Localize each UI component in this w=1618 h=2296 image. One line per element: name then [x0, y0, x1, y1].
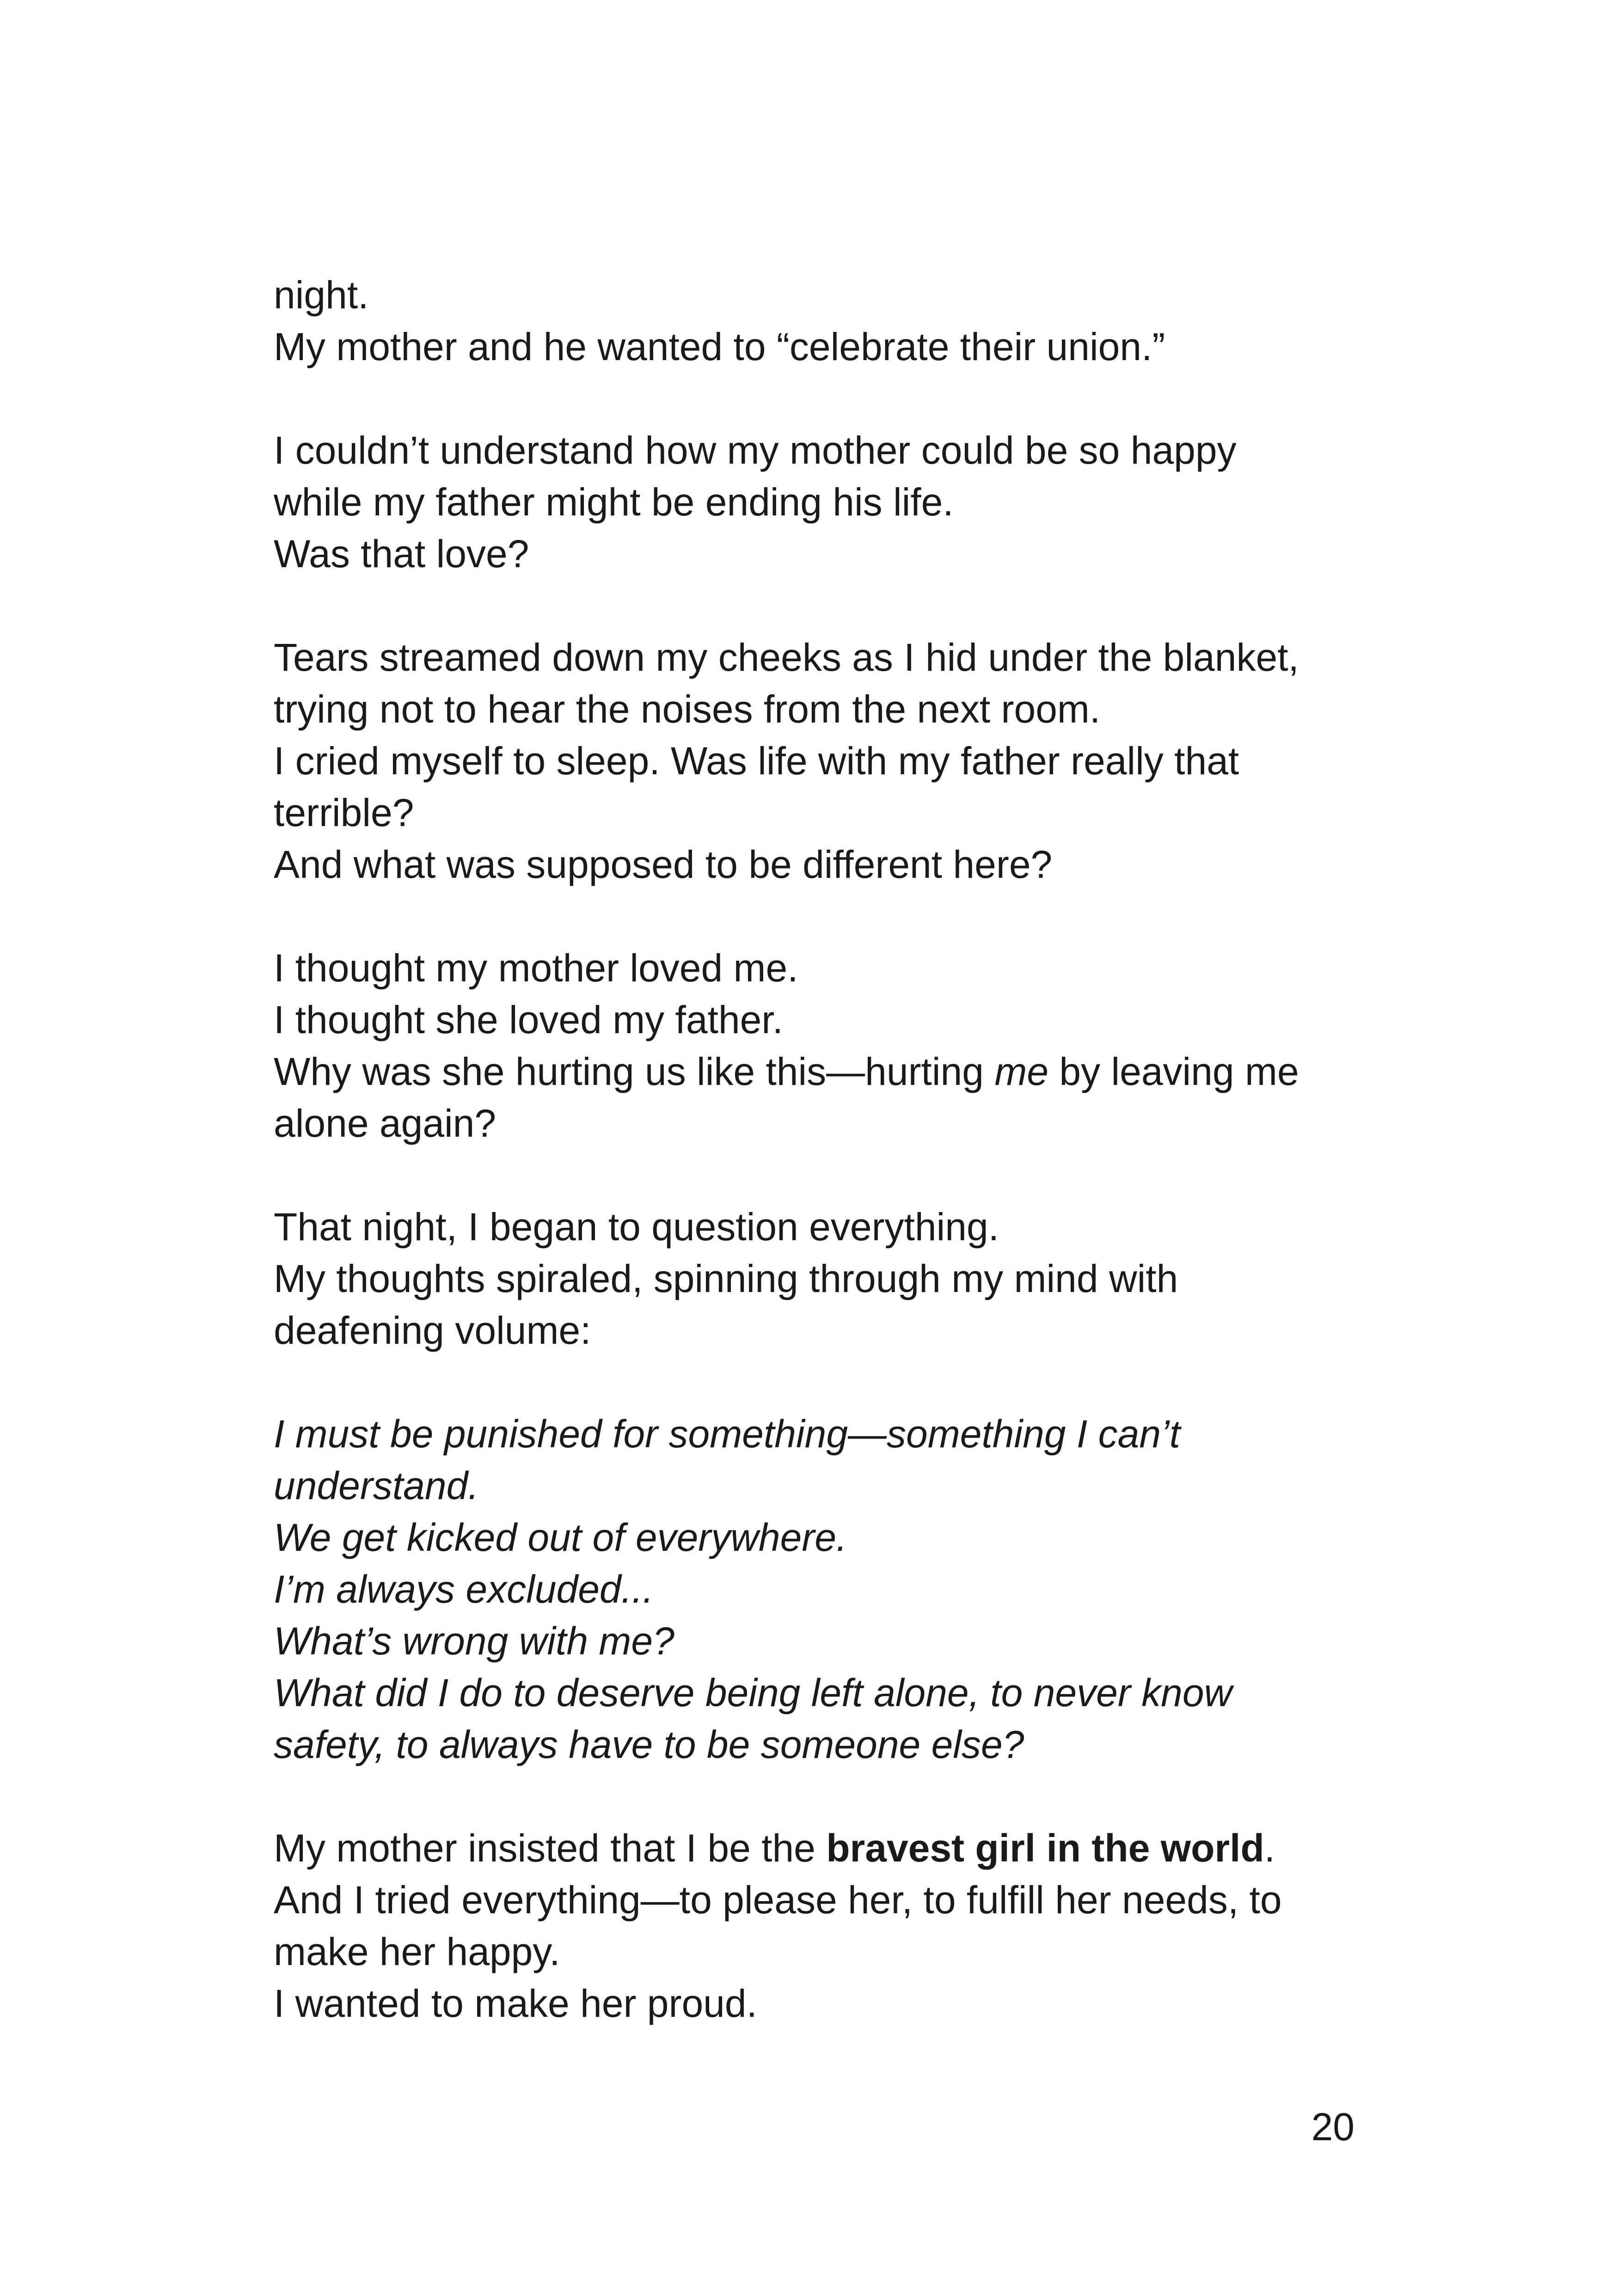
text-segment: I thought my mother loved me.	[274, 946, 798, 990]
italic-text: I must be punished for something—something I can’t	[274, 1412, 1181, 1456]
text-line	[274, 735, 1374, 787]
text-segment: My thoughts spiraled, spinning through my mind with	[274, 1257, 1178, 1300]
text-line	[274, 321, 1374, 373]
text-line	[274, 1822, 1374, 1874]
text-segment: And I tried everything—to please her, to fulfill her needs, to	[274, 1878, 1282, 1922]
text-line	[274, 1097, 1374, 1149]
text-line	[274, 839, 1374, 890]
text-line	[274, 1460, 1374, 1512]
text-line	[274, 1253, 1374, 1304]
italic-text: safety, to always have to be someone else?	[274, 1723, 1024, 1766]
text-segment: terrible?	[274, 791, 414, 834]
paragraph	[274, 942, 1374, 1149]
paragraph	[274, 1201, 1374, 1356]
text-line	[274, 528, 1374, 580]
text-line	[274, 1874, 1374, 1926]
italic-text: me	[994, 1050, 1049, 1093]
text-line	[274, 1563, 1374, 1615]
text-line	[274, 269, 1374, 321]
italic-text: What did I do to deserve being left alone, to never know	[274, 1671, 1232, 1714]
paragraph-gap	[274, 1356, 1374, 1408]
text-segment: trying not to hear the noises from the next room.	[274, 687, 1101, 731]
paragraph-gap	[274, 1149, 1374, 1201]
text-segment: deafening volume:	[274, 1309, 591, 1352]
text-line	[274, 1615, 1374, 1667]
text-line	[274, 994, 1374, 1046]
bold-text: bravest girl in the world	[826, 1826, 1264, 1870]
paragraph	[274, 1822, 1374, 2029]
text-line	[274, 1046, 1374, 1097]
text-line	[274, 424, 1374, 476]
text-line	[274, 1978, 1374, 2029]
text-segment: I cried myself to sleep. Was life with my father really that	[274, 739, 1239, 783]
text-line	[274, 787, 1374, 839]
paragraph-gap	[274, 373, 1374, 424]
italic-text: I’m always excluded...	[274, 1567, 654, 1611]
text-line	[274, 1926, 1374, 1978]
text-segment: Tears streamed down my cheeks as I hid under the blanket,	[274, 636, 1299, 679]
text-segment: make her happy.	[274, 1930, 560, 1973]
text-segment: I couldn’t understand how my mother could be so happy	[274, 429, 1237, 472]
body-text	[274, 269, 1374, 2029]
text-line	[274, 683, 1374, 735]
text-line	[274, 1667, 1374, 1719]
text-segment: Was that love?	[274, 532, 529, 576]
paragraph	[274, 631, 1374, 890]
text-segment: by leaving me	[1048, 1050, 1299, 1093]
paragraph	[274, 424, 1374, 580]
text-segment: while my father might be ending his life.	[274, 480, 954, 524]
text-segment: I wanted to make her proud.	[274, 1982, 757, 2025]
paragraph-gap	[274, 580, 1374, 631]
text-line	[274, 476, 1374, 528]
text-segment: alone again?	[274, 1102, 496, 1145]
italic-text: What’s wrong with me?	[274, 1619, 674, 1663]
text-segment: I thought she loved my father.	[274, 998, 784, 1041]
text-segment: Why was she hurting us like this—hurting	[274, 1050, 995, 1093]
text-segment: .	[1264, 1826, 1275, 1870]
paragraph	[274, 1408, 1374, 1770]
text-line	[274, 1512, 1374, 1563]
text-segment: night.	[274, 273, 369, 317]
text-segment: That night, I began to question everything.	[274, 1205, 999, 1249]
paragraph-gap	[274, 890, 1374, 942]
text-segment: My mother and he wanted to “celebrate their union.”	[274, 325, 1165, 368]
text-segment: And what was supposed to be different here?	[274, 843, 1053, 886]
text-line	[274, 1304, 1374, 1356]
italic-text: We get kicked out of everywhere.	[274, 1516, 847, 1559]
text-line	[274, 1408, 1374, 1460]
text-line	[274, 942, 1374, 994]
page-number: 20	[1311, 2105, 1354, 2149]
text-segment: My mother insisted that I be the	[274, 1826, 827, 1870]
text-line	[274, 631, 1374, 683]
text-line	[274, 1719, 1374, 1770]
italic-text: understand.	[274, 1464, 479, 1507]
text-line	[274, 1201, 1374, 1253]
paragraph-gap	[274, 1770, 1374, 1822]
paragraph	[274, 269, 1374, 373]
